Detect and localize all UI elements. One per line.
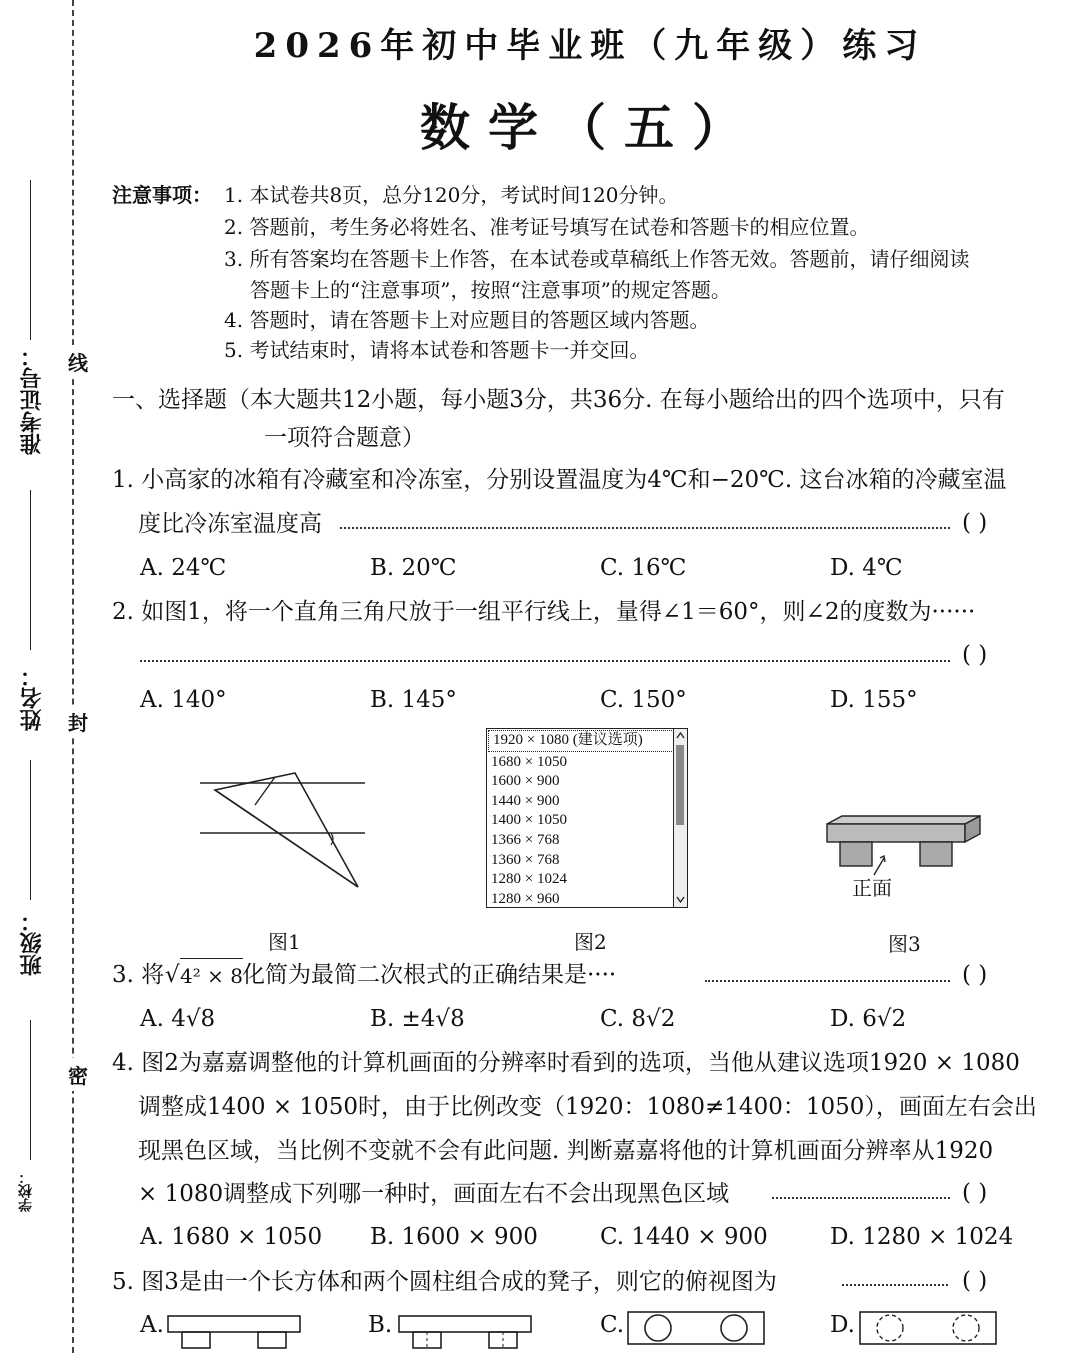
q4-text-cont: 现黑色区域，当比例不变就不会有此问题. 判断嘉嘉将他的计算机画面分辨率从1920 (138, 1138, 994, 1164)
exam-number-underline (30, 180, 31, 340)
list-scrollbar (673, 729, 687, 907)
q2-option-c: C. 150° (600, 687, 687, 713)
q5-option-a-figure (166, 1314, 302, 1350)
figure-3-caption: 图3 (888, 932, 921, 956)
q1-option-a: A. 24℃ (140, 555, 227, 581)
section-heading-cont: 一项符合题意） (264, 425, 425, 451)
figure-3-front-label: 正面 (852, 876, 892, 900)
q5-option-b-letter: B. (368, 1312, 393, 1338)
figure-2-caption: 图2 (574, 930, 607, 954)
q5-answer-paren: ( ) (962, 1268, 988, 1294)
q4-text: 4. 图2为嘉嘉调整他的计算机画面的分辨率时看到的选项，当他从建议选项1920 × 1080 (112, 1050, 1020, 1076)
q3-option-b: B. ±4√8 (370, 1006, 465, 1032)
q3-option-a: A. 4√8 (140, 1006, 216, 1032)
resolution-option: 1920 × 1080 (建议选项) (488, 730, 686, 752)
figure-2-resolution-list (486, 728, 688, 908)
q4-option-c: C. 1440 × 900 (600, 1224, 768, 1250)
q4-text-cont: × 1080调整成下列哪一种时，画面左右不会出现黑色区域 (138, 1181, 730, 1207)
q2-answer-paren: ( ) (962, 642, 988, 668)
section-heading: 一、选择题（本大题共12小题，每小题3分，共36分. 在每小题给出的四个选项中，只有 (112, 387, 1005, 413)
resolution-option: 1400 × 1050 (491, 812, 567, 829)
resolution-option: 1366 × 768 (491, 831, 560, 848)
class-underline (30, 760, 31, 900)
q5-leader-dots (842, 1284, 948, 1286)
q4-leader-dots (772, 1197, 950, 1199)
resolution-option: 1280 × 960 (491, 890, 560, 907)
school-underline (30, 1020, 31, 1160)
exam-subtitle: 数学（五） (420, 98, 760, 157)
q5-option-d-letter: D. (830, 1312, 855, 1338)
resolution-option: 1280 × 1024 (491, 871, 567, 888)
q5-text: 5. 图3是由一个长方体和两个圆柱组合成的凳子，则它的俯视图为 (112, 1269, 777, 1295)
q1-option-b: B. 20℃ (370, 555, 457, 581)
class-label: 班级： (19, 910, 45, 976)
exam-title: 2026年初中毕业班（九年级）练习 (253, 26, 927, 66)
seal-char-seal: 封 (68, 705, 88, 738)
q3-option-d: D. 6√2 (830, 1006, 907, 1032)
resolution-option: 1440 × 900 (491, 792, 560, 809)
chevron-down-icon (675, 893, 686, 905)
figure-1-triangle-parallel-lines (195, 765, 370, 895)
q4-option-d: D. 1280 × 1024 (830, 1224, 1014, 1250)
notice-item: 1. 本试卷共8页，总分120分，考试时间120分钟。 (224, 183, 679, 207)
q1-answer-paren: ( ) (962, 510, 988, 536)
exam-number-label: 准考证号： (19, 345, 45, 455)
q2-option-b: B. 145° (370, 687, 457, 713)
q4-answer-paren: ( ) (962, 1180, 988, 1206)
figure-1-caption: 图1 (268, 930, 301, 954)
binding-dashed-line (72, 0, 74, 1353)
q3-option-c: C. 8√2 (600, 1006, 676, 1032)
q3-answer-paren: ( ) (962, 962, 988, 988)
notice-item: 4. 答题时，请在答题卡上对应题目的答题区域内答题。 (224, 308, 710, 332)
figure-3-stool (822, 812, 987, 882)
q5-option-d-figure (858, 1310, 998, 1346)
notice-item: 3. 所有答案均在答题卡上作答，在本试卷或草稿纸上作答无效。答题前，请仔细阅读 (224, 247, 970, 271)
q1-option-d: D. 4℃ (830, 555, 903, 581)
name-underline (30, 490, 31, 650)
q3-radical-sign: √ (165, 962, 180, 988)
scrollbar-thumb (676, 745, 684, 825)
q2-option-d: D. 155° (830, 687, 918, 713)
q4-option-b: B. 1600 × 900 (370, 1224, 538, 1250)
school-label: 学校： (18, 1170, 34, 1212)
q5-option-c-letter: C. (600, 1312, 625, 1338)
q4-option-a: A. 1680 × 1050 (140, 1224, 323, 1250)
resolution-option: 1360 × 768 (491, 851, 560, 868)
q3-leader-dots (705, 980, 950, 982)
seal-char-secret: 密 (68, 1058, 88, 1091)
q2-text: 2. 如图1，将一个直角三角尺放于一组平行线上，量得∠1＝60°，则∠2的度数为······ (112, 599, 976, 625)
q2-option-a: A. 140° (140, 687, 227, 713)
q3-text: 化简为最简二次根式的正确结果是···· (242, 962, 617, 988)
resolution-option: 1680 × 1050 (491, 753, 567, 770)
q5-option-b-figure (397, 1314, 533, 1350)
q3-prefix: 3. 将 (112, 962, 165, 988)
resolution-option: 1600 × 900 (491, 773, 560, 790)
seal-char-line: 线 (68, 345, 88, 378)
name-label: 姓名： (19, 665, 45, 731)
q1-option-c: C. 16℃ (600, 555, 687, 581)
notice-item: 2. 答题前，考生务必将姓名、准考证号填写在试卷和答题卡的相应位置。 (224, 215, 870, 239)
q2-leader-dots (140, 660, 950, 662)
q5-option-c-figure (626, 1310, 766, 1346)
q1-text: 1. 小高家的冰箱有冷藏室和冷冻室，分别设置温度为4℃和−20℃. 这台冰箱的冷藏室温 (112, 467, 1007, 493)
q5-option-a-letter: A. (140, 1312, 164, 1338)
q1-text-cont: 度比冷冻室温度高 (138, 511, 322, 537)
q3-radicand: 4² × 8 (180, 958, 243, 993)
chevron-up-icon (675, 730, 686, 742)
q1-leader-dots (340, 527, 950, 529)
notice-item: 答题卡上的“注意事项”，按照“注意事项”的规定答题。 (250, 278, 731, 302)
notice-label: 注意事项： (112, 183, 212, 207)
q4-text-cont: 调整成1400 × 1050时，由于比例改变（1920：1080≠1400：1050），画面左右会出 (138, 1094, 1037, 1120)
notice-item: 5. 考试结束时，请将本试卷和答题卡一并交回。 (224, 338, 650, 362)
